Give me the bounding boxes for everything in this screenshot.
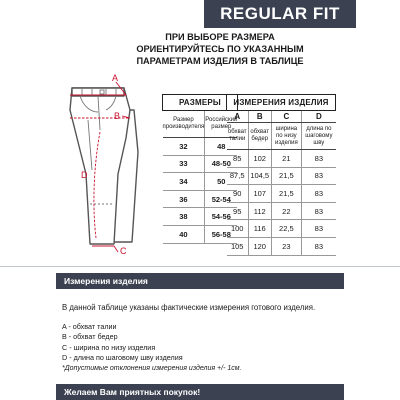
ru-size-cell: 48 (205, 138, 238, 156)
ru-size-cell: 52-54 (205, 190, 238, 208)
measure-col-header: ширина по низу изделия (271, 123, 302, 150)
label-b: B (114, 111, 121, 121)
legend-item: A - обхват талии (62, 322, 117, 331)
measure-cell: 100 (227, 220, 249, 238)
measurements-table (226, 94, 336, 256)
measure-cell: 22 (271, 202, 302, 220)
intro-line: ПАРАМЕТРАМ ИЗДЕЛИЯ В ТАБЛИЦЕ (136, 56, 304, 66)
measure-col-header: обхват талии (227, 123, 249, 150)
ru-size-cell: 48-50 (205, 155, 238, 173)
measure-cell: 120 (248, 237, 271, 255)
legend-item: C - ширина по низу изделия (62, 342, 156, 352)
table-row (227, 237, 336, 255)
legend-item: D - длина по шаговому шву изделия (62, 353, 183, 363)
jeans-diagram (56, 74, 156, 254)
measure-cell: 112 (248, 202, 271, 220)
label-c: C (120, 246, 127, 254)
measure-cell: 83 (302, 237, 336, 255)
footer-message: Желаем Вам приятных покупок! (56, 384, 344, 400)
measure-cell: 83 (302, 150, 336, 168)
table-row (227, 150, 336, 168)
maker-size-cell: 32 (163, 138, 205, 156)
sizes-table-title: РАЗМЕРЫ (163, 95, 238, 111)
measurements-table-title: ИЗМЕРЕНИЯ ИЗДЕЛИЯ (227, 95, 336, 111)
intro-text (120, 31, 320, 67)
measure-cell: 21,5 (271, 167, 302, 185)
section-title: Измерения изделия (56, 273, 344, 289)
measure-cell: 85 (227, 150, 249, 168)
measure-cell: 102 (248, 150, 271, 168)
measure-letter: B (248, 111, 271, 123)
measure-cell: 83 (302, 220, 336, 238)
legend-item: B - обхват бедер (62, 332, 118, 342)
measure-cell: 21 (271, 150, 302, 168)
maker-size-cell: 34 (163, 173, 205, 191)
ru-size-cell: 50 (205, 173, 238, 191)
measure-cell: 95 (227, 202, 249, 220)
table-row (227, 220, 336, 238)
fit-badge: REGULAR FIT (204, 0, 356, 28)
divider (0, 266, 400, 267)
measure-cell: 90 (227, 185, 249, 203)
maker-size-cell: 36 (163, 190, 205, 208)
description: В данной таблице указаны фактические измерения готового изделия. (62, 303, 316, 312)
col-header-maker-size: Размер производителя (163, 111, 205, 138)
maker-size-cell: 33 (163, 155, 205, 173)
measure-col-header: длина по шаговому шву (302, 123, 336, 150)
table-row (227, 167, 336, 185)
table-row (227, 185, 336, 203)
measure-letter: C (271, 111, 302, 123)
legend (62, 322, 183, 364)
measure-cell: 22,5 (271, 220, 302, 238)
measure-cell: 83 (302, 202, 336, 220)
measure-cell: 87,5 (227, 167, 249, 185)
measure-letter: A (227, 111, 249, 123)
ru-size-cell: 56-58 (205, 225, 238, 243)
maker-size-cell: 38 (163, 208, 205, 226)
maker-size-cell: 40 (163, 225, 205, 243)
measure-cell: 83 (302, 185, 336, 203)
measure-cell: 107 (248, 185, 271, 203)
measure-col-header: обхват бедер (248, 123, 271, 150)
intro-line: ПРИ ВЫБОРЕ РАЗМЕРА (165, 32, 275, 42)
measure-cell: 23 (271, 237, 302, 255)
measure-cell: 105 (227, 237, 249, 255)
table-row (227, 202, 336, 220)
measure-cell: 21,5 (271, 185, 302, 203)
tolerance-note: *Допустимые отклонения измерения изделия +/- 1см. (62, 365, 242, 372)
measure-letter: D (302, 111, 336, 123)
measure-cell: 83 (302, 167, 336, 185)
measure-cell: 116 (248, 220, 271, 238)
measure-cell: 104,5 (248, 167, 271, 185)
col-header-ru-size: Российский размер (205, 111, 238, 138)
ru-size-cell: 54-56 (205, 208, 238, 226)
label-d: D (81, 170, 88, 180)
label-a: A (112, 74, 119, 83)
intro-line: ОРИЕНТИРУЙТЕСЬ ПО УКАЗАННЫМ (136, 44, 304, 54)
